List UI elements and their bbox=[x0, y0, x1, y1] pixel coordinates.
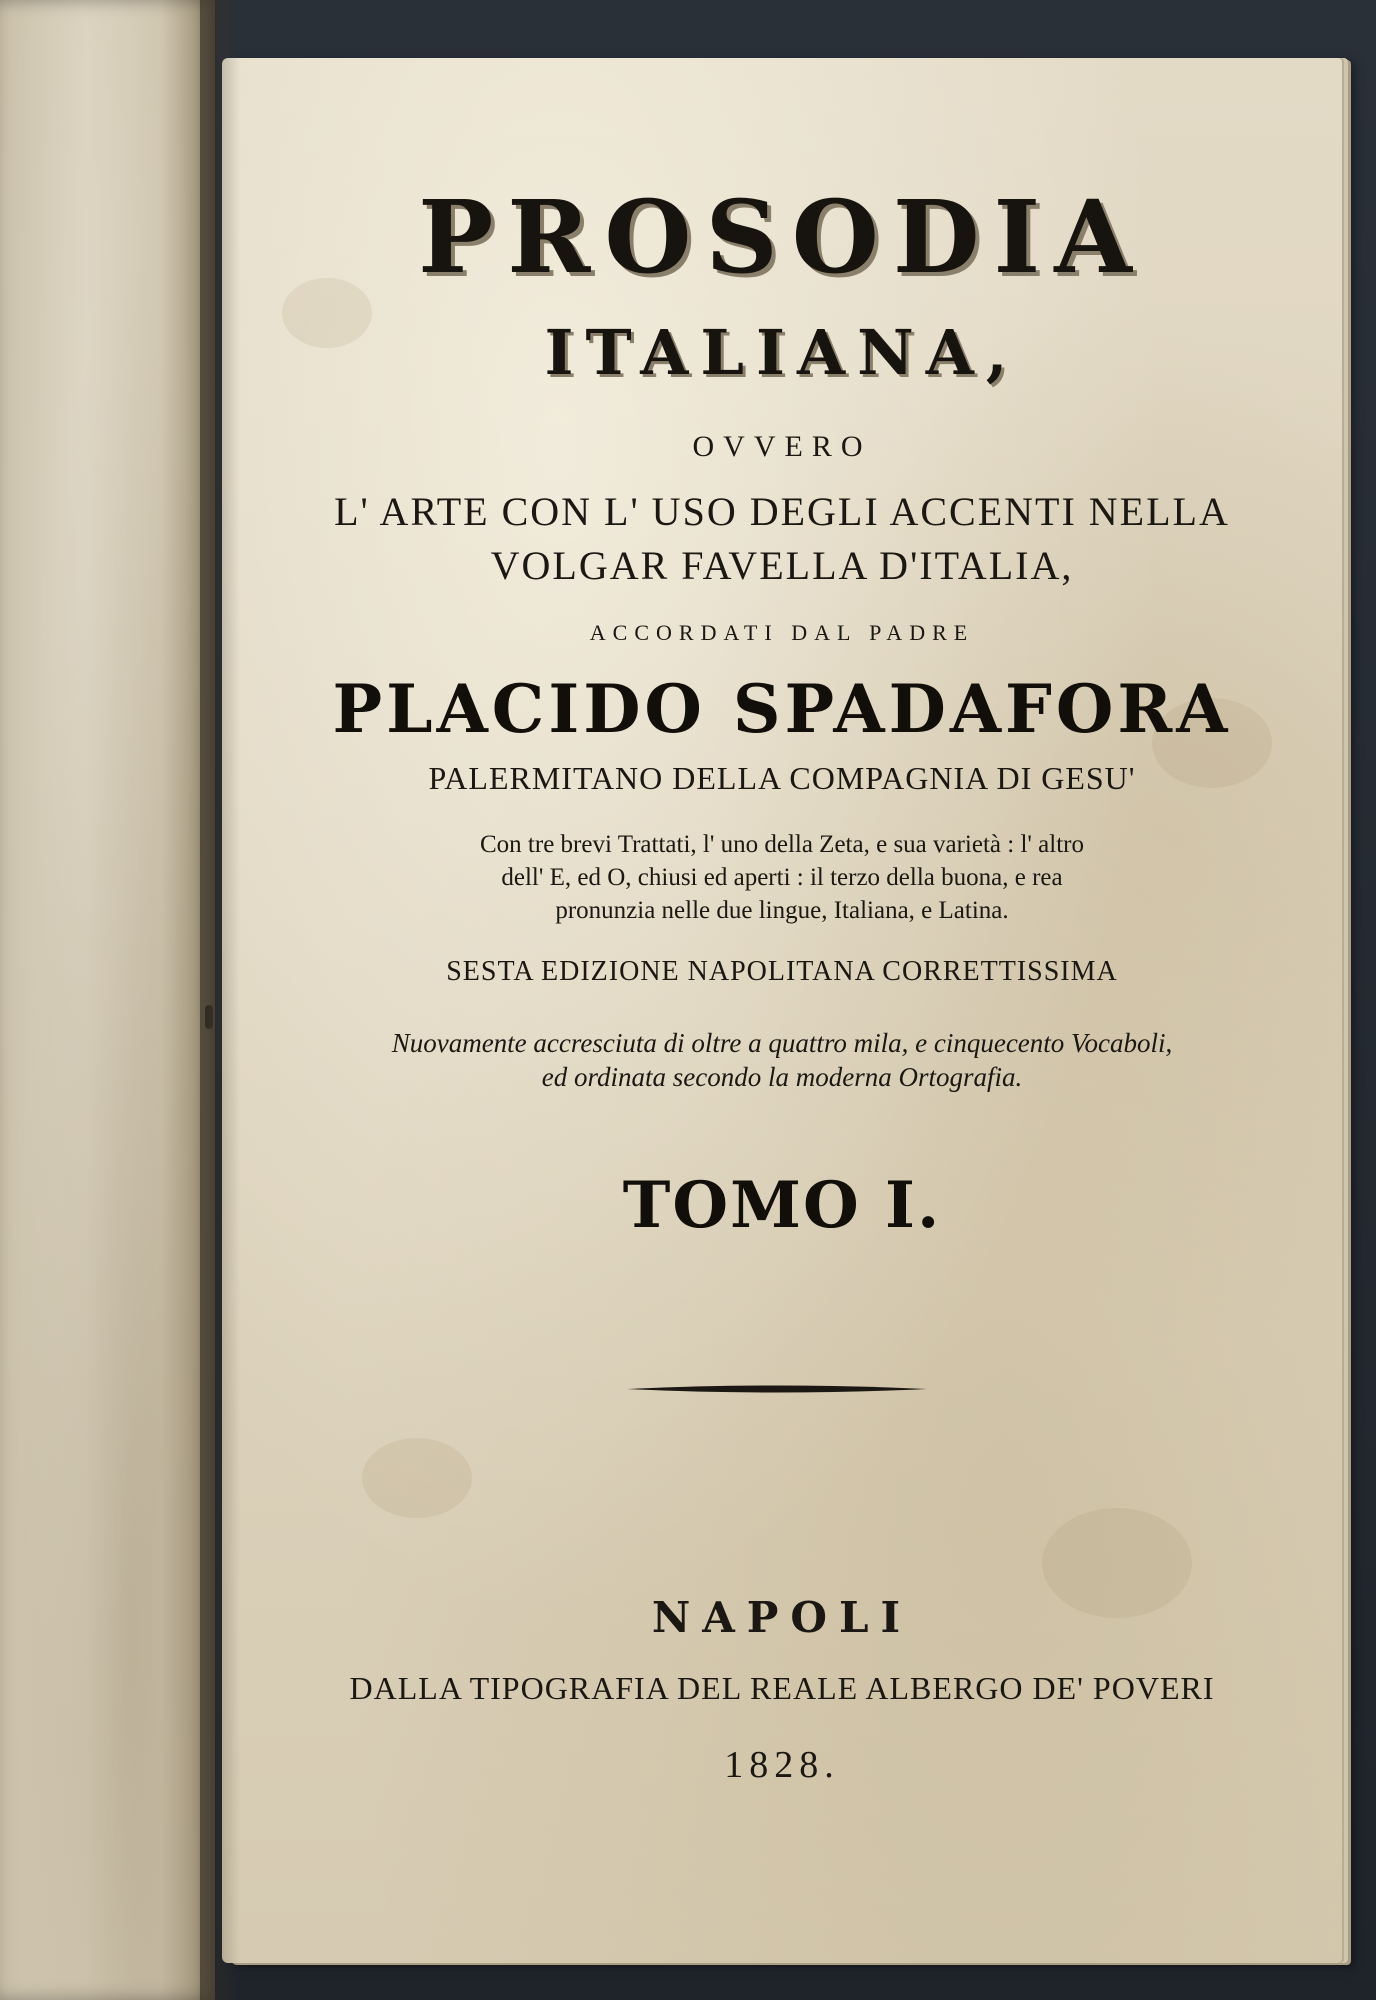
accordati-text: ACCORDATI DAL PADRE bbox=[589, 620, 975, 645]
book-title-sub: ITALIANA, bbox=[544, 316, 1020, 389]
imprint-city: NAPOLI bbox=[651, 1593, 913, 1642]
subtitle-line-2: VOLGAR FAVELLA D'ITALIA, bbox=[490, 543, 1074, 588]
author-detail: PALERMITANO DELLA COMPAGNIA DI GESU' bbox=[428, 760, 1136, 796]
edition-text: SESTA EDIZIONE NAPOLITANA CORRETTISSIMA bbox=[446, 956, 1118, 987]
ovvero-text: OVVERO bbox=[692, 430, 872, 463]
book-title: PROSODIA bbox=[418, 178, 1146, 296]
imprint-year: 1828. bbox=[724, 1744, 840, 1786]
treatises-description bbox=[222, 828, 1342, 927]
expanded-line-2: ed ordinata secondo la moderna Ortografia. bbox=[541, 1062, 1023, 1092]
subtitle-line-1: L' ARTE CON L' USO DEGLI ACCENTI NELLA bbox=[334, 489, 1230, 534]
ornamental-rule bbox=[627, 1384, 927, 1394]
expanded-description bbox=[222, 1026, 1342, 1094]
treatises-line-2: dell' E, ed O, chiusi ed aperti : il terzo della buona, e rea bbox=[501, 864, 1063, 891]
title-page bbox=[222, 58, 1342, 1963]
left-page-leaf bbox=[0, 0, 215, 2000]
title-page-text bbox=[222, 58, 1342, 1963]
treatises-line-3: pronunzia nelle due lingue, Italiana, e Latina. bbox=[555, 897, 1009, 924]
treatises-line-1: Con tre brevi Trattati, l' uno della Zeta, e sua varietà : l' altro bbox=[480, 831, 1084, 858]
volume-number: TOMO I. bbox=[622, 1168, 942, 1243]
imprint-printer: DALLA TIPOGRAFIA DEL REALE ALBERGO DE' POVERI bbox=[349, 1670, 1215, 1706]
author-name: PLACIDO SPADAFORA bbox=[332, 670, 1232, 748]
expanded-line-1: Nuovamente accresciuta di oltre a quattro mila, e cinquecento Vocaboli, bbox=[391, 1028, 1173, 1058]
book-gutter-shadow bbox=[200, 0, 240, 2000]
